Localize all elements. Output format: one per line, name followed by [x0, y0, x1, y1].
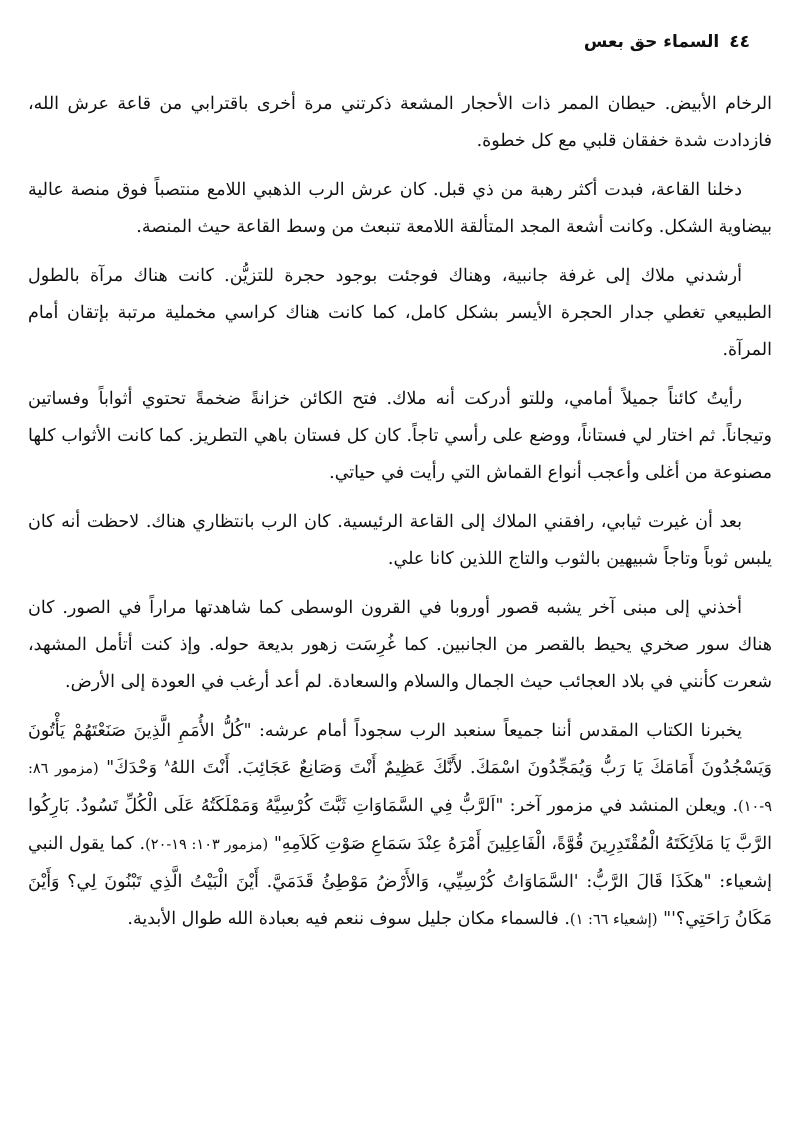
- scripture-text: . ويعلن المنشد في مزمور آخر: "اَلرَّبُّ فِي السَّمَاوَاتِ ثَبَّتَ كُرْسِيَّهُ وَمَمْلَكَتُهُ عَلَى الْكُلِّ تَسُودُ. بَارِكُوا الرَّبَّ يَا مَلاَئِكَتَهُ الْمُقْتَدِرِينَ قُوَّةً، الْفَاعِلِينَ أَمْرَهُ عِنْدَ سَمَاعِ صَوْتِ كَلاَمِهِ": [28, 796, 773, 854]
- paragraph: دخلنا القاعة، فبدت أكثر رهبة من ذي قبل. كان عرش الرب الذهبي اللامع منتصباً فوق منصة عالية بيضاوية الشكل. وكانت أشعة المجد المتألقة اللامعة تنبعث من وسط القاعة حيث المنصة.: [28, 180, 772, 237]
- scripture-text: . فالسماء مكان جليل سوف ننعم فيه بعبادة الله طوال الأبدية.: [127, 909, 570, 929]
- scripture-reference: (مزمور ٨٦: ٩-١٠): [28, 761, 772, 815]
- scripture-reference: (إشعياء ٦٦: ١): [569, 912, 658, 928]
- running-header: [450, 30, 750, 54]
- page-number: ٤٤: [729, 32, 750, 52]
- scripture-reference: (مزمور ١٠٣: ١٩-٢٠): [145, 837, 269, 853]
- paragraph: الرخام الأبيض. حيطان الممر ذات الأحجار المشعة ذكرتني مرة أخرى باقترابي من قاعة عرش الله، فازدادت شدة خفقان قلبي مع كل خطوة.: [28, 94, 772, 151]
- paragraph: رأيتُ كائناً جميلاً أمامي، وللتو أدركت أنه ملاك. فتح الكائن خزانةً ضخمةً تحتوي أثواباً وفساتين وتيجاناً. ثم اختار لي فستاناً، ووضع على رأسي تاجاً. كان كل فستان باهي التطريز. كما كانت الأثواب كلها مصنوعة من أغلى وأعجب أنواع القماش التي رأيت في حياتي.: [28, 389, 772, 483]
- scripture-text: وَحْدَكَ": [98, 758, 165, 778]
- paragraph: أرشدني ملاك إلى غرفة جانبية، وهناك فوجئت بوجود حجرة للتزيُّن. كانت هناك مرآة بالطول الطبيعي تغطي جدار الحجرة الأيسر بشكل كامل، كما كانت هناك كراسي مخملية مرتبة بإتقان أمام المرآة.: [28, 266, 772, 360]
- scripture-text: . كما يقول النبي إشعياء: "هكَذَا قَالَ الرَّبُّ: 'السَّمَاوَاتُ كُرْسِيِّي، وَالأَرْضُ مَوْطِئُ قَدَمَيَّ. أَيْنَ الْبَيْتُ الَّذِي تَبْنُونَ لِي؟ وَأَيْنَ مَكَانُ رَاحَتِي؟'": [28, 834, 772, 929]
- chapter-title: السماء حق بعس: [583, 32, 720, 52]
- body-text: [28, 86, 772, 951]
- paragraph: أخذني إلى مبنى آخر يشبه قصور أوروبا في القرون الوسطى كما شاهدتها مراراً في الصور. كان هناك سور صخري يحيط بالقصر من الجانبين. كما غُرِسَت زهور بديعة حوله. وإذ كنت أتأمل المشهد، شعرت كأنني في بلاد العجائب حيث الجمال والسلام والسعادة. لم أعد أرغب في العودة إلى الأرض.: [28, 598, 772, 692]
- scripture-text: يخبرنا الكتاب المقدس أننا جميعاً سنعبد الرب سجوداً أمام عرشه: "كُلُّ الأُمَمِ الَّذِينَ صَنَعْتَهُمْ يَأْتُونَ وَيَسْجُدُونَ أَمَامَكَ يَا رَبُّ وَيُمَجِّدُونَ اسْمَكَ. لأَنَّكَ عَظِيمٌ أَنْتَ وَصَانِعٌ عَجَائِبَ. أَنْتَ اللهُ: [28, 721, 772, 778]
- scripture-paragraph: [28, 713, 772, 939]
- footnote-marker: ٨: [164, 758, 170, 770]
- paragraph: بعد أن غيرت ثيابي، رافقني الملاك إلى القاعة الرئيسية. كان الرب بانتظاري هناك. لاحظت أنه كان يلبس ثوباً وتاجاً شبيهين بالثوب والتاج اللذين كانا علي.: [28, 512, 772, 569]
